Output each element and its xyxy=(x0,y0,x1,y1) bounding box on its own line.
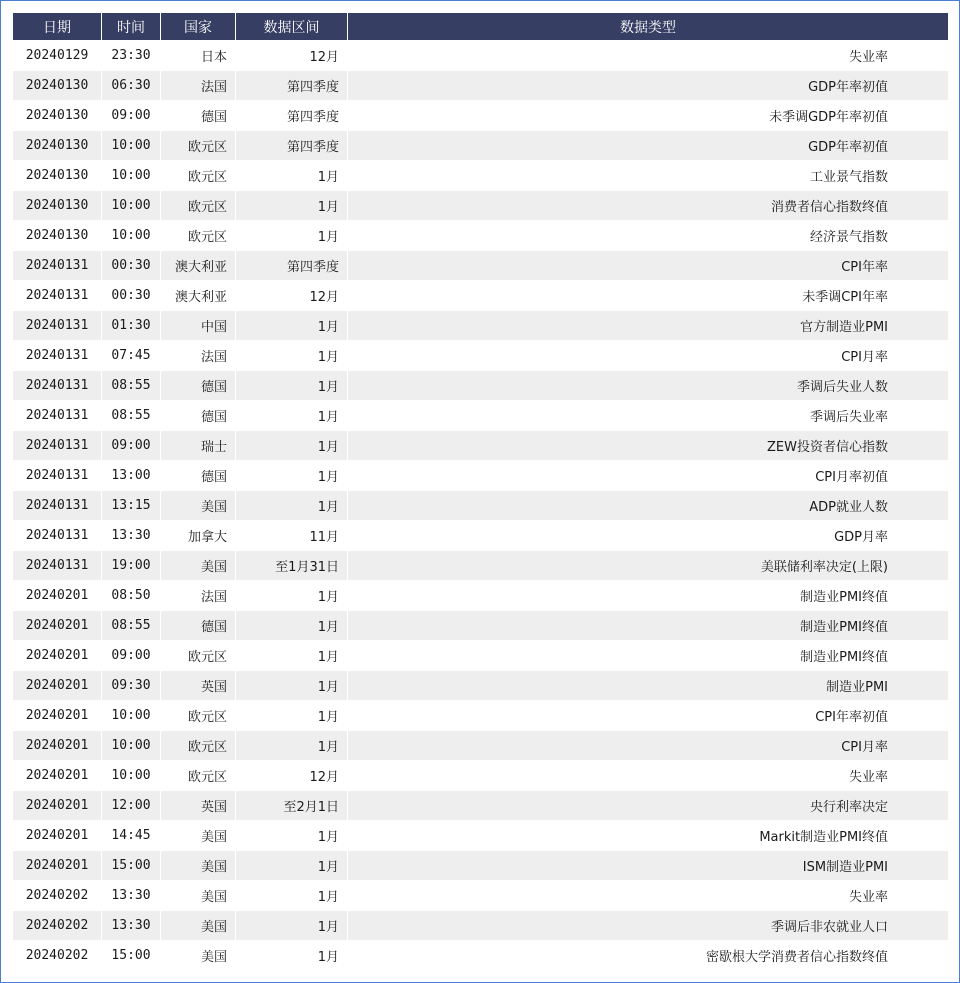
cell-period: 1月 xyxy=(236,941,347,970)
cell-period: 12月 xyxy=(236,761,347,790)
table-row xyxy=(13,701,948,730)
table-row xyxy=(13,221,948,250)
cell-data-type: CPI月率 xyxy=(348,341,948,370)
cell-time: 08:55 xyxy=(102,401,160,430)
cell-date: 20240201 xyxy=(13,611,101,640)
cell-period: 1月 xyxy=(236,581,347,610)
table-row xyxy=(13,881,948,910)
cell-country: 中国 xyxy=(161,311,235,340)
cell-period: 1月 xyxy=(236,641,347,670)
cell-data-type: 季调后失业人数 xyxy=(348,371,948,400)
cell-time: 15:00 xyxy=(102,851,160,880)
cell-date: 20240131 xyxy=(13,551,101,580)
cell-date: 20240131 xyxy=(13,431,101,460)
table-row xyxy=(13,401,948,430)
cell-country: 英国 xyxy=(161,791,235,820)
cell-country: 美国 xyxy=(161,911,235,940)
cell-time: 10:00 xyxy=(102,221,160,250)
cell-data-type: 制造业PMI终值 xyxy=(348,611,948,640)
cell-time: 23:30 xyxy=(102,41,160,70)
cell-data-type: ISM制造业PMI xyxy=(348,851,948,880)
cell-data-type: 密歇根大学消费者信心指数终值 xyxy=(348,941,948,970)
cell-data-type: 失业率 xyxy=(348,881,948,910)
cell-period: 第四季度 xyxy=(236,131,347,160)
cell-time: 12:00 xyxy=(102,791,160,820)
cell-country: 欧元区 xyxy=(161,221,235,250)
cell-data-type: CPI月率初值 xyxy=(348,461,948,490)
cell-period: 1月 xyxy=(236,911,347,940)
cell-date: 20240201 xyxy=(13,851,101,880)
cell-data-type: CPI年率初值 xyxy=(348,701,948,730)
cell-date: 20240131 xyxy=(13,491,101,520)
cell-time: 09:30 xyxy=(102,671,160,700)
cell-country: 美国 xyxy=(161,941,235,970)
cell-date: 20240201 xyxy=(13,581,101,610)
economic-calendar-table xyxy=(12,12,949,971)
cell-period: 12月 xyxy=(236,281,347,310)
cell-country: 瑞士 xyxy=(161,431,235,460)
cell-country: 美国 xyxy=(161,821,235,850)
cell-time: 13:30 xyxy=(102,881,160,910)
cell-data-type: GDP年率初值 xyxy=(348,71,948,100)
cell-time: 19:00 xyxy=(102,551,160,580)
cell-time: 01:30 xyxy=(102,311,160,340)
cell-country: 德国 xyxy=(161,101,235,130)
table-row xyxy=(13,101,948,130)
cell-date: 20240130 xyxy=(13,71,101,100)
cell-time: 00:30 xyxy=(102,281,160,310)
cell-time: 08:50 xyxy=(102,581,160,610)
table-row xyxy=(13,671,948,700)
cell-time: 13:30 xyxy=(102,911,160,940)
header-data-type: 数据类型 xyxy=(348,13,948,40)
table-row xyxy=(13,911,948,940)
table-row xyxy=(13,341,948,370)
cell-date: 20240131 xyxy=(13,251,101,280)
cell-date: 20240130 xyxy=(13,221,101,250)
cell-date: 20240131 xyxy=(13,281,101,310)
cell-data-type: 季调后失业率 xyxy=(348,401,948,430)
cell-data-type: 消费者信心指数终值 xyxy=(348,191,948,220)
table-row xyxy=(13,761,948,790)
cell-country: 法国 xyxy=(161,581,235,610)
cell-period: 1月 xyxy=(236,881,347,910)
cell-date: 20240131 xyxy=(13,311,101,340)
cell-period: 1月 xyxy=(236,401,347,430)
cell-country: 法国 xyxy=(161,71,235,100)
cell-period: 至1月31日 xyxy=(236,551,347,580)
cell-data-type: 失业率 xyxy=(348,41,948,70)
cell-date: 20240201 xyxy=(13,671,101,700)
cell-country: 欧元区 xyxy=(161,731,235,760)
cell-data-type: GDP月率 xyxy=(348,521,948,550)
cell-data-type: CPI年率 xyxy=(348,251,948,280)
header-time: 时间 xyxy=(102,13,160,40)
cell-date: 20240201 xyxy=(13,701,101,730)
cell-period: 1月 xyxy=(236,701,347,730)
table-row xyxy=(13,821,948,850)
cell-time: 15:00 xyxy=(102,941,160,970)
header-row xyxy=(13,13,948,40)
table-row xyxy=(13,191,948,220)
cell-time: 06:30 xyxy=(102,71,160,100)
cell-data-type: 美联储利率决定(上限) xyxy=(348,551,948,580)
cell-date: 20240201 xyxy=(13,761,101,790)
cell-period: 第四季度 xyxy=(236,101,347,130)
cell-time: 09:00 xyxy=(102,641,160,670)
cell-country: 德国 xyxy=(161,401,235,430)
cell-time: 10:00 xyxy=(102,131,160,160)
cell-period: 1月 xyxy=(236,491,347,520)
cell-time: 08:55 xyxy=(102,611,160,640)
cell-period: 1月 xyxy=(236,431,347,460)
cell-date: 20240201 xyxy=(13,791,101,820)
cell-time: 10:00 xyxy=(102,701,160,730)
table-row xyxy=(13,941,948,970)
cell-period: 12月 xyxy=(236,41,347,70)
cell-country: 欧元区 xyxy=(161,641,235,670)
table-row xyxy=(13,551,948,580)
cell-period: 1月 xyxy=(236,731,347,760)
table-row xyxy=(13,461,948,490)
cell-date: 20240131 xyxy=(13,461,101,490)
table-row xyxy=(13,581,948,610)
table-row xyxy=(13,131,948,160)
cell-period: 1月 xyxy=(236,161,347,190)
cell-period: 1月 xyxy=(236,221,347,250)
cell-data-type: 经济景气指数 xyxy=(348,221,948,250)
table-row xyxy=(13,41,948,70)
cell-country: 法国 xyxy=(161,341,235,370)
cell-date: 20240201 xyxy=(13,821,101,850)
cell-country: 澳大利亚 xyxy=(161,281,235,310)
cell-date: 20240202 xyxy=(13,911,101,940)
cell-date: 20240130 xyxy=(13,131,101,160)
header-period: 数据区间 xyxy=(236,13,347,40)
cell-country: 美国 xyxy=(161,491,235,520)
cell-date: 20240131 xyxy=(13,341,101,370)
table-row xyxy=(13,161,948,190)
cell-country: 德国 xyxy=(161,611,235,640)
table-row xyxy=(13,731,948,760)
cell-data-type: 制造业PMI xyxy=(348,671,948,700)
table-row xyxy=(13,71,948,100)
cell-time: 10:00 xyxy=(102,731,160,760)
cell-period: 1月 xyxy=(236,341,347,370)
cell-data-type: 工业景气指数 xyxy=(348,161,948,190)
table-row xyxy=(13,851,948,880)
cell-period: 1月 xyxy=(236,611,347,640)
cell-country: 美国 xyxy=(161,551,235,580)
table-row xyxy=(13,611,948,640)
cell-country: 美国 xyxy=(161,881,235,910)
cell-time: 09:00 xyxy=(102,101,160,130)
cell-country: 美国 xyxy=(161,851,235,880)
table-row xyxy=(13,641,948,670)
cell-country: 德国 xyxy=(161,461,235,490)
cell-period: 1月 xyxy=(236,461,347,490)
cell-date: 20240130 xyxy=(13,191,101,220)
cell-data-type: 制造业PMI终值 xyxy=(348,581,948,610)
cell-data-type: GDP年率初值 xyxy=(348,131,948,160)
table-row xyxy=(13,281,948,310)
cell-data-type: 季调后非农就业人口 xyxy=(348,911,948,940)
cell-date: 20240129 xyxy=(13,41,101,70)
cell-time: 07:45 xyxy=(102,341,160,370)
cell-period: 11月 xyxy=(236,521,347,550)
cell-date: 20240131 xyxy=(13,371,101,400)
cell-period: 1月 xyxy=(236,311,347,340)
cell-data-type: 制造业PMI终值 xyxy=(348,641,948,670)
cell-data-type: 官方制造业PMI xyxy=(348,311,948,340)
cell-date: 20240202 xyxy=(13,941,101,970)
cell-country: 欧元区 xyxy=(161,761,235,790)
table-row xyxy=(13,311,948,340)
cell-country: 欧元区 xyxy=(161,161,235,190)
cell-date: 20240131 xyxy=(13,521,101,550)
cell-time: 13:30 xyxy=(102,521,160,550)
header-country: 国家 xyxy=(161,13,235,40)
cell-country: 欧元区 xyxy=(161,191,235,220)
table-body xyxy=(13,41,948,970)
cell-time: 10:00 xyxy=(102,191,160,220)
cell-country: 澳大利亚 xyxy=(161,251,235,280)
cell-data-type: 未季调GDP年率初值 xyxy=(348,101,948,130)
cell-time: 09:00 xyxy=(102,431,160,460)
cell-time: 10:00 xyxy=(102,161,160,190)
cell-country: 欧元区 xyxy=(161,701,235,730)
cell-country: 德国 xyxy=(161,371,235,400)
table-row xyxy=(13,371,948,400)
cell-date: 20240201 xyxy=(13,641,101,670)
cell-country: 加拿大 xyxy=(161,521,235,550)
cell-data-type: Markit制造业PMI终值 xyxy=(348,821,948,850)
cell-time: 13:15 xyxy=(102,491,160,520)
cell-date: 20240201 xyxy=(13,731,101,760)
table-row xyxy=(13,251,948,280)
cell-time: 13:00 xyxy=(102,461,160,490)
cell-date: 20240130 xyxy=(13,161,101,190)
cell-country: 日本 xyxy=(161,41,235,70)
cell-date: 20240131 xyxy=(13,401,101,430)
cell-time: 00:30 xyxy=(102,251,160,280)
cell-time: 14:45 xyxy=(102,821,160,850)
cell-period: 1月 xyxy=(236,191,347,220)
cell-date: 20240202 xyxy=(13,881,101,910)
table-row xyxy=(13,491,948,520)
cell-data-type: ADP就业人数 xyxy=(348,491,948,520)
cell-data-type: 失业率 xyxy=(348,761,948,790)
table-row xyxy=(13,521,948,550)
cell-time: 08:55 xyxy=(102,371,160,400)
cell-data-type: 未季调CPI年率 xyxy=(348,281,948,310)
header-date: 日期 xyxy=(13,13,101,40)
cell-data-type: CPI月率 xyxy=(348,731,948,760)
cell-data-type: ZEW投资者信心指数 xyxy=(348,431,948,460)
cell-country: 欧元区 xyxy=(161,131,235,160)
cell-period: 1月 xyxy=(236,371,347,400)
cell-country: 英国 xyxy=(161,671,235,700)
cell-period: 至2月1日 xyxy=(236,791,347,820)
cell-period: 第四季度 xyxy=(236,71,347,100)
table-row xyxy=(13,791,948,820)
cell-data-type: 央行利率决定 xyxy=(348,791,948,820)
cell-period: 第四季度 xyxy=(236,251,347,280)
cell-date: 20240130 xyxy=(13,101,101,130)
cell-period: 1月 xyxy=(236,851,347,880)
cell-period: 1月 xyxy=(236,821,347,850)
cell-period: 1月 xyxy=(236,671,347,700)
cell-time: 10:00 xyxy=(102,761,160,790)
table-row xyxy=(13,431,948,460)
